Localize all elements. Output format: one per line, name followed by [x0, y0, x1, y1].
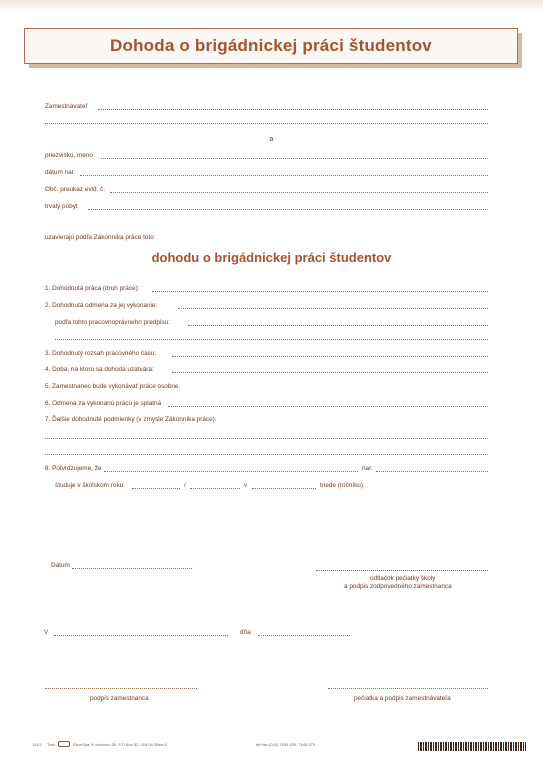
item-4-label: 4. Doba, na ktorú sa dohoda uzatvára:: [45, 366, 154, 373]
birthdate-field[interactable]: [80, 175, 488, 176]
surname-field[interactable]: [101, 158, 488, 159]
school-year-from[interactable]: [132, 488, 180, 489]
item-3-field[interactable]: [172, 356, 488, 357]
id-card-label: Obč. preukaz evid. č.: [45, 186, 106, 193]
item-5-label: 5. Zamestnanec bude vykonávať práce osobne.: [45, 383, 181, 390]
title-box: [24, 28, 518, 64]
item-6-label: 6. Odmena za vykonanú prácu je splatná: [45, 400, 162, 407]
item-2b-label: podľa tohto pracovnoprávneho predpisu:: [55, 319, 170, 326]
item-7-field-1[interactable]: [45, 438, 488, 439]
item-6-field[interactable]: [168, 406, 488, 407]
item-3-label: 3. Dohodnutý rozsah pracovného času:: [45, 350, 157, 357]
item-1-field[interactable]: [152, 291, 488, 292]
employer-field-2[interactable]: [45, 123, 488, 124]
school-date-field[interactable]: [72, 568, 192, 569]
school-stamp-field[interactable]: [316, 570, 488, 571]
publisher-phone: tel+fax (041) 7635 635, 7645 375: [256, 742, 316, 747]
print-label: Tlač:: [47, 742, 56, 747]
item-4-field[interactable]: [172, 372, 488, 373]
v-label: v: [244, 482, 248, 489]
item-8b-label: študuje v školskom roku: [55, 482, 124, 489]
class-suffix: triede (ročníku).: [320, 482, 365, 489]
place-label: V: [44, 629, 49, 636]
slash: /: [184, 482, 186, 489]
and-text: a: [269, 136, 274, 143]
date-field[interactable]: [258, 635, 350, 636]
item-2-label: 2. Dohodnutá odmena za jej vykonanie:: [45, 302, 158, 309]
item-2-field[interactable]: [178, 308, 488, 309]
employer-field[interactable]: [98, 109, 488, 110]
item-8-name-field[interactable]: [104, 471, 358, 472]
publisher-logo: [58, 741, 70, 747]
employer-label: Zamestnávateľ: [45, 103, 88, 110]
residence-field[interactable]: [88, 209, 488, 210]
item-7-label: 7. Ďalšie dohodnuté podmienky (v zmysle Zákonníka práce):: [45, 416, 217, 423]
school-date-label: Dátum: [51, 562, 70, 569]
school-year-to[interactable]: [190, 488, 240, 489]
top-edge: [0, 0, 543, 10]
birthdate-label: dátum nar.: [45, 169, 76, 176]
publisher-address: EkonSpa, K cintorínu 30, P.O.Box 52, 018 08 Žilina 8,: [73, 742, 168, 747]
place-field[interactable]: [54, 635, 228, 636]
residence-label: trvalý pobyt: [45, 203, 78, 210]
barcode: [418, 742, 526, 751]
item-2b-field[interactable]: [188, 325, 488, 326]
form-code: 151/1: [32, 742, 43, 747]
date-label: dňa: [240, 629, 251, 636]
conclude-text: uzavierajú podľa Zákonníka práce túto: [45, 234, 154, 241]
employee-signature-label: podpis zamestnanca: [90, 695, 149, 702]
stamp-line-1: odtlačok pečiatky školy: [370, 575, 436, 582]
item-7-field-2[interactable]: [45, 454, 488, 455]
surname-label: priezvisko, meno: [45, 152, 93, 159]
item-8-label: 8. Potvrdzujeme, že: [45, 465, 102, 472]
item-2b-field-2[interactable]: [55, 339, 488, 340]
class-field[interactable]: [252, 488, 316, 489]
id-card-field[interactable]: [110, 192, 488, 193]
employee-signature-field[interactable]: [45, 688, 197, 689]
item-1-label: 1. Dohodnutá práca (druh práce):: [45, 285, 140, 292]
item-8-birth-field[interactable]: [376, 471, 488, 472]
item-8-nar-label: nar.: [362, 465, 373, 472]
subtitle: dohodu o brigádnickej práci študentov: [151, 250, 392, 265]
stamp-line-2: a podpis zodpovedného zamestnanca: [344, 583, 452, 590]
form-title: Dohoda o brigádnickej práci študentov: [110, 36, 432, 55]
employer-signature-field[interactable]: [328, 688, 488, 689]
employer-signature-label: pečiatka a podpis zamestnávateľa: [354, 695, 451, 702]
